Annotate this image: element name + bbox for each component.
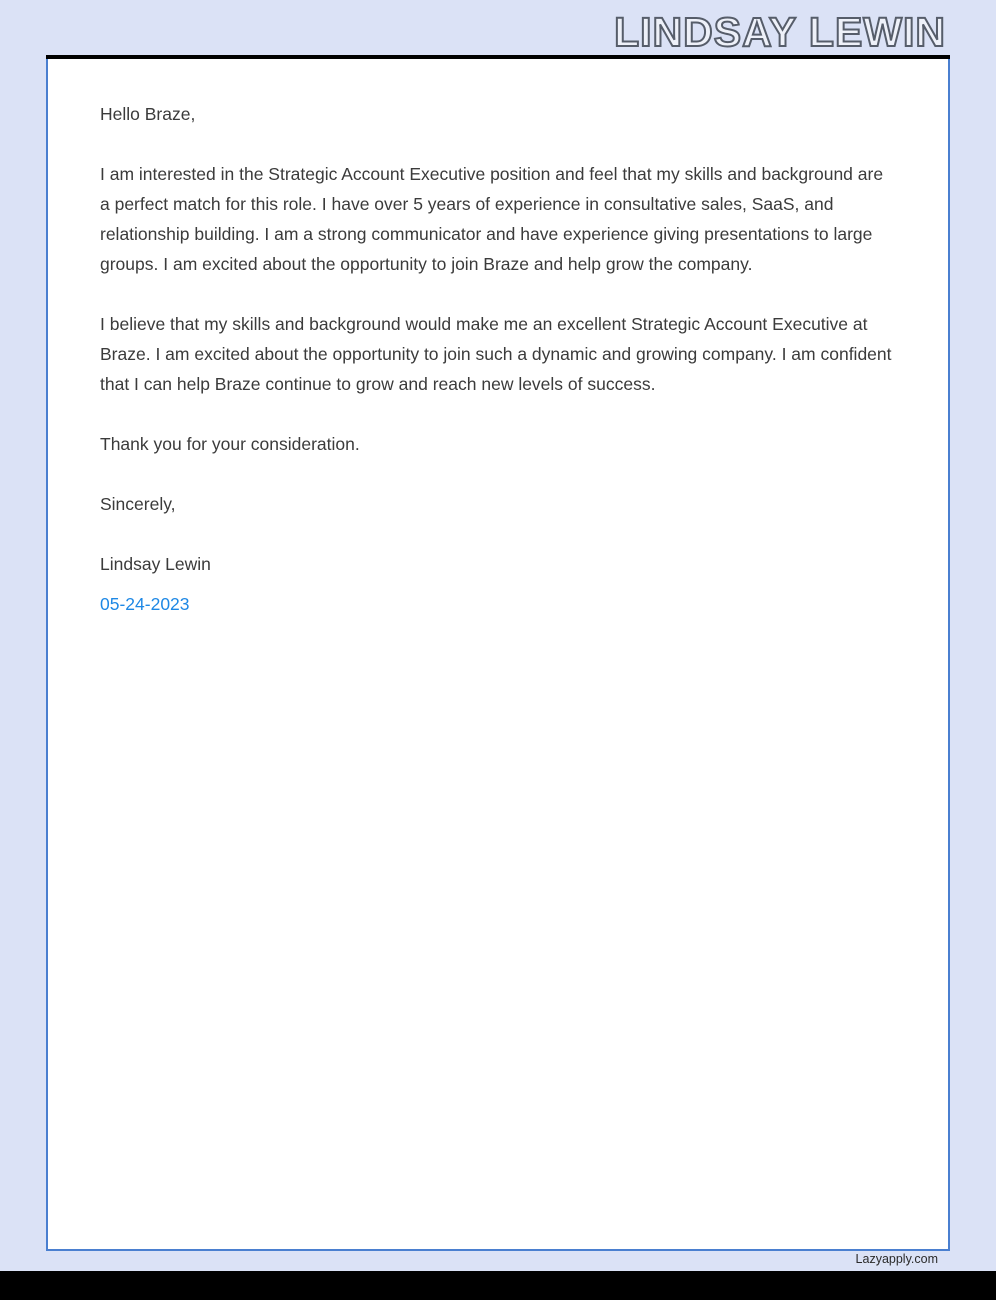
- header-name: LINDSAY LEWIN: [614, 9, 946, 55]
- letter-date: 05-24-2023: [100, 594, 190, 614]
- closing-thanks: Thank you for your consideration.: [100, 434, 360, 454]
- letter-header: [0, 0, 996, 55]
- salutation: Hello Braze,: [100, 104, 196, 124]
- signature-name: Lindsay Lewin: [100, 554, 211, 574]
- letter-body-container: [46, 59, 950, 1251]
- watermark: Lazyapply.com: [855, 1252, 938, 1266]
- paragraph-2: I believe that my skills and background would make me an excellent Strategic Account Executive at Braze. I am excited about the opportunity to join such a dynamic and growing company. I am confident that I can help Braze continue to grow and reach new levels of success.: [100, 314, 892, 394]
- bottom-accent-bar: [0, 1271, 996, 1300]
- letter-sheet: [46, 55, 950, 1251]
- signoff: Sincerely,: [100, 494, 176, 514]
- paragraph-1: I am interested in the Strategic Account Executive position and feel that my skills and background are a perfect match for this role. I have over 5 years of experience in consultative sales, SaaS, and relationship building. I am a strong communicator and have experience giving presentations to large groups. I am excited about the opportunity to join Braze and help grow the company.: [100, 164, 884, 274]
